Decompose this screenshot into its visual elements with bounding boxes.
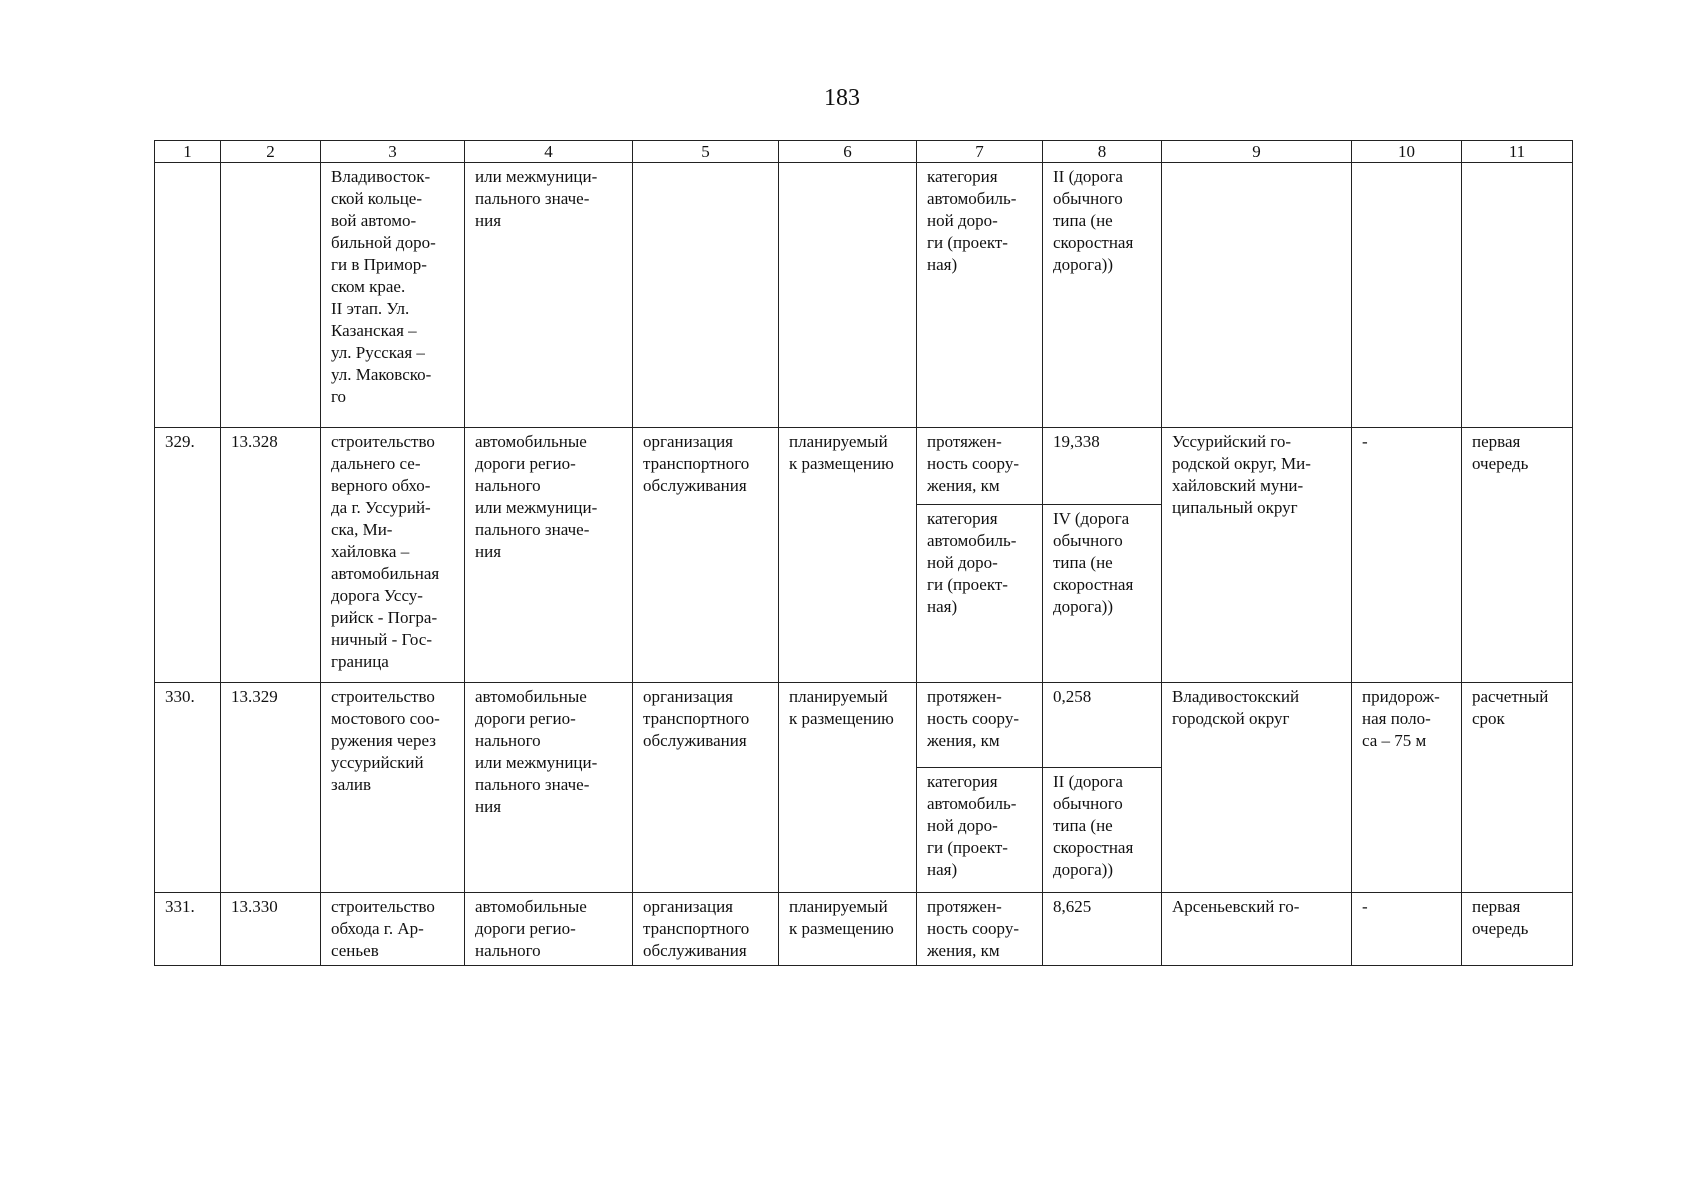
cell-zone bbox=[1352, 163, 1462, 428]
cell-value: 0,258 bbox=[1043, 683, 1162, 768]
page-number: 183 bbox=[824, 85, 860, 111]
cell-value: 19,338 bbox=[1043, 428, 1162, 505]
table-row bbox=[155, 893, 1573, 966]
column-header: 10 bbox=[1352, 141, 1462, 163]
cell-location: Арсеньевский го- bbox=[1162, 893, 1352, 966]
cell-zone: - bbox=[1352, 428, 1462, 683]
column-header: 1 bbox=[155, 141, 221, 163]
cell-code: 13.328 bbox=[221, 428, 321, 683]
cell-parameter: протяжен- ность соору- жения, км bbox=[917, 683, 1043, 768]
cell-value: II (дорога обычного типа (не скоростная дорога)) bbox=[1043, 163, 1162, 428]
cell-type: или межмуници- пального значе- ния bbox=[465, 163, 633, 428]
table-row bbox=[155, 428, 1573, 505]
cell-code: 13.330 bbox=[221, 893, 321, 966]
cell-number: 331. bbox=[155, 893, 221, 966]
cell-status bbox=[779, 163, 917, 428]
cell-term: первая очередь bbox=[1462, 428, 1573, 683]
column-header: 4 bbox=[465, 141, 633, 163]
cell-code: 13.329 bbox=[221, 683, 321, 893]
cell-purpose: организация транспортного обслуживания bbox=[633, 683, 779, 893]
table-header-row bbox=[155, 141, 1573, 163]
cell-parameter: протяжен- ность соору- жения, км bbox=[917, 428, 1043, 505]
cell-type: автомобильные дороги регио- нального или межмуници- пального значе- ния bbox=[465, 683, 633, 893]
cell-description: Владивосток- ской кольце- вой автомо- бильной доро- ги в Примор- ском крае. II этап. Ул. Казанская – ул. Русская – ул. Маковско- го bbox=[321, 163, 465, 428]
cell-purpose: организация транспортного обслуживания bbox=[633, 893, 779, 966]
column-header: 2 bbox=[221, 141, 321, 163]
column-header: 5 bbox=[633, 141, 779, 163]
document-table bbox=[154, 140, 1573, 966]
column-header: 7 bbox=[917, 141, 1043, 163]
column-header: 8 bbox=[1043, 141, 1162, 163]
cell-value: II (дорога обычного типа (не скоростная дорога)) bbox=[1043, 768, 1162, 893]
cell-purpose bbox=[633, 163, 779, 428]
cell-parameter: протяжен- ность соору- жения, км bbox=[917, 893, 1043, 966]
table-row bbox=[155, 683, 1573, 768]
cell-number bbox=[155, 163, 221, 428]
cell-value: 8,625 bbox=[1043, 893, 1162, 966]
cell-status: планируемый к размещению bbox=[779, 428, 917, 683]
cell-zone: придорож- ная поло- са – 75 м bbox=[1352, 683, 1462, 893]
cell-type: автомобильные дороги регио- нального bbox=[465, 893, 633, 966]
cell-term: первая очередь bbox=[1462, 893, 1573, 966]
cell-description: строительство дальнего се- верного обхо- да г. Уссурий- ска, Ми- хайловка – автомобильная дорога Уссу- рийск - Погра- ничный - Гос- граница bbox=[321, 428, 465, 683]
column-header: 6 bbox=[779, 141, 917, 163]
column-header: 9 bbox=[1162, 141, 1352, 163]
cell-description: строительство мостового соо- ружения через уссурийский залив bbox=[321, 683, 465, 893]
cell-number: 329. bbox=[155, 428, 221, 683]
cell-parameter: категория автомобиль- ной доро- ги (проект- ная) bbox=[917, 768, 1043, 893]
cell-parameter: категория автомобиль- ной доро- ги (проект- ная) bbox=[917, 163, 1043, 428]
column-header: 3 bbox=[321, 141, 465, 163]
table-row bbox=[155, 163, 1573, 428]
cell-status: планируемый к размещению bbox=[779, 893, 917, 966]
cell-code bbox=[221, 163, 321, 428]
cell-type: автомобильные дороги регио- нального или межмуници- пального значе- ния bbox=[465, 428, 633, 683]
cell-location: Уссурийский го- родской округ, Ми- хайловский муни- ципальный округ bbox=[1162, 428, 1352, 683]
column-header: 11 bbox=[1462, 141, 1573, 163]
cell-term bbox=[1462, 163, 1573, 428]
cell-zone: - bbox=[1352, 893, 1462, 966]
cell-status: планируемый к размещению bbox=[779, 683, 917, 893]
cell-location: Владивостокский городской округ bbox=[1162, 683, 1352, 893]
cell-value: IV (дорога обычного типа (не скоростная дорога)) bbox=[1043, 505, 1162, 683]
cell-location bbox=[1162, 163, 1352, 428]
cell-purpose: организация транспортного обслуживания bbox=[633, 428, 779, 683]
cell-number: 330. bbox=[155, 683, 221, 893]
cell-term: расчетный срок bbox=[1462, 683, 1573, 893]
cell-parameter: категория автомобиль- ной доро- ги (проект- ная) bbox=[917, 505, 1043, 683]
cell-description: строительство обхода г. Ар- сеньев bbox=[321, 893, 465, 966]
